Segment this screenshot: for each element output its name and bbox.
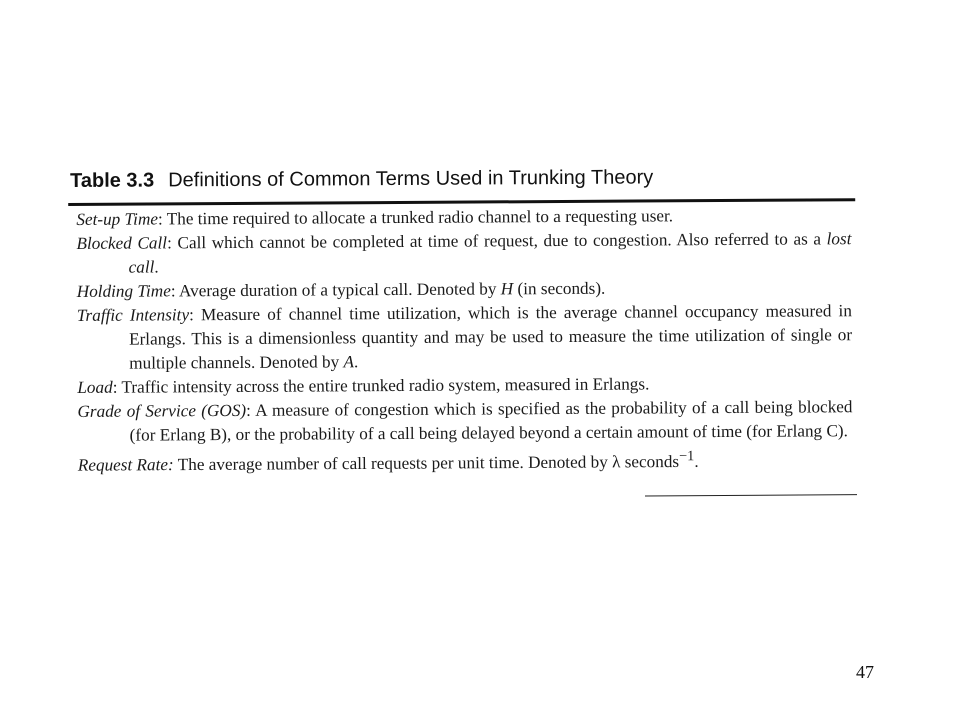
definition-grade-of-service: Grade of Service (GOS): A measure of congestion which is specified as the probability of a call being blocked (for Erlang B), or the probability of a call being delayed beyond a certain amount of time (for Erlang C).	[77, 397, 853, 445]
definition-setup-time: Set-up Time: The time required to allocate a trunked radio channel to a requesting user.	[76, 206, 674, 229]
definitions-table	[68, 163, 858, 503]
definition-text: A measure of congestion which is specified as the probability of a call being blocked (for Erlang B), or the probability of a call being delayed beyond a certain amount of time (for Erlang C).	[129, 397, 853, 445]
symbol-a: A	[343, 352, 355, 372]
definition-text: The average number of call requests per unit time. Denoted by λ seconds	[177, 452, 680, 475]
table-number: Table 3.3	[70, 169, 155, 192]
superscript-minus-one: −1	[679, 448, 695, 465]
table-caption	[70, 166, 653, 193]
term-holding-time: Holding Time	[76, 281, 171, 301]
emphasis-lost-call: lost call	[128, 229, 852, 277]
table-bottom-rule	[645, 494, 857, 496]
term-setup-time: Set-up Time	[76, 209, 159, 229]
definition-text: The time required to allocate a trunked radio channel to a requesting user.	[166, 206, 674, 229]
definition-text: Measure of channel time utilization, which is the average channel occupancy measured in Erlangs. This is a dimensionless quantity and may be used to measure the time utilization of single or multiple channels. Denoted by	[128, 301, 853, 373]
term-load: Load	[77, 377, 113, 397]
term-traffic-intensity: Traffic Intensity	[76, 305, 190, 325]
definition-text: Traffic intensity across the entire trunked radio system, measured in Erlangs.	[121, 374, 650, 397]
page-number: 47	[856, 662, 874, 682]
definition-blocked-call: Blocked Call: Call which cannot be completed at time of request, due to congestion. Also referred to as a lost call.	[76, 229, 852, 277]
term-grade-of-service: Grade of Service (GOS)	[77, 400, 247, 421]
term-blocked-call: Blocked Call	[76, 233, 168, 253]
definition-request-rate: Request Rate: The average number of call requests per unit time. Denoted by λ seconds$^{-1}$.	[77, 448, 699, 475]
definition-text: Average duration of a typical call. Denoted by	[178, 279, 501, 301]
definition-load: Load: Traffic intensity across the entire trunked radio system, measured in Erlangs.	[77, 374, 650, 397]
term-request-rate: Request Rate:	[77, 455, 174, 475]
definition-traffic-intensity: Traffic Intensity: Measure of channel time utilization, which is the average channel occupancy measured in Erlangs. This is a dimensionless quantity and may be used to measure the time utilization of single or multiple channels. Denoted by A.	[76, 301, 853, 373]
table-title: Definitions of Common Terms Used in Trunking Theory	[168, 166, 654, 192]
definitions-list	[76, 203, 853, 477]
symbol-h: H	[500, 279, 514, 299]
definition-holding-time: Holding Time: Average duration of a typical call. Denoted by H (in seconds).	[76, 278, 606, 301]
definition-text: Call which cannot be completed at time of request, due to congestion. Also referred to as a	[177, 229, 827, 253]
